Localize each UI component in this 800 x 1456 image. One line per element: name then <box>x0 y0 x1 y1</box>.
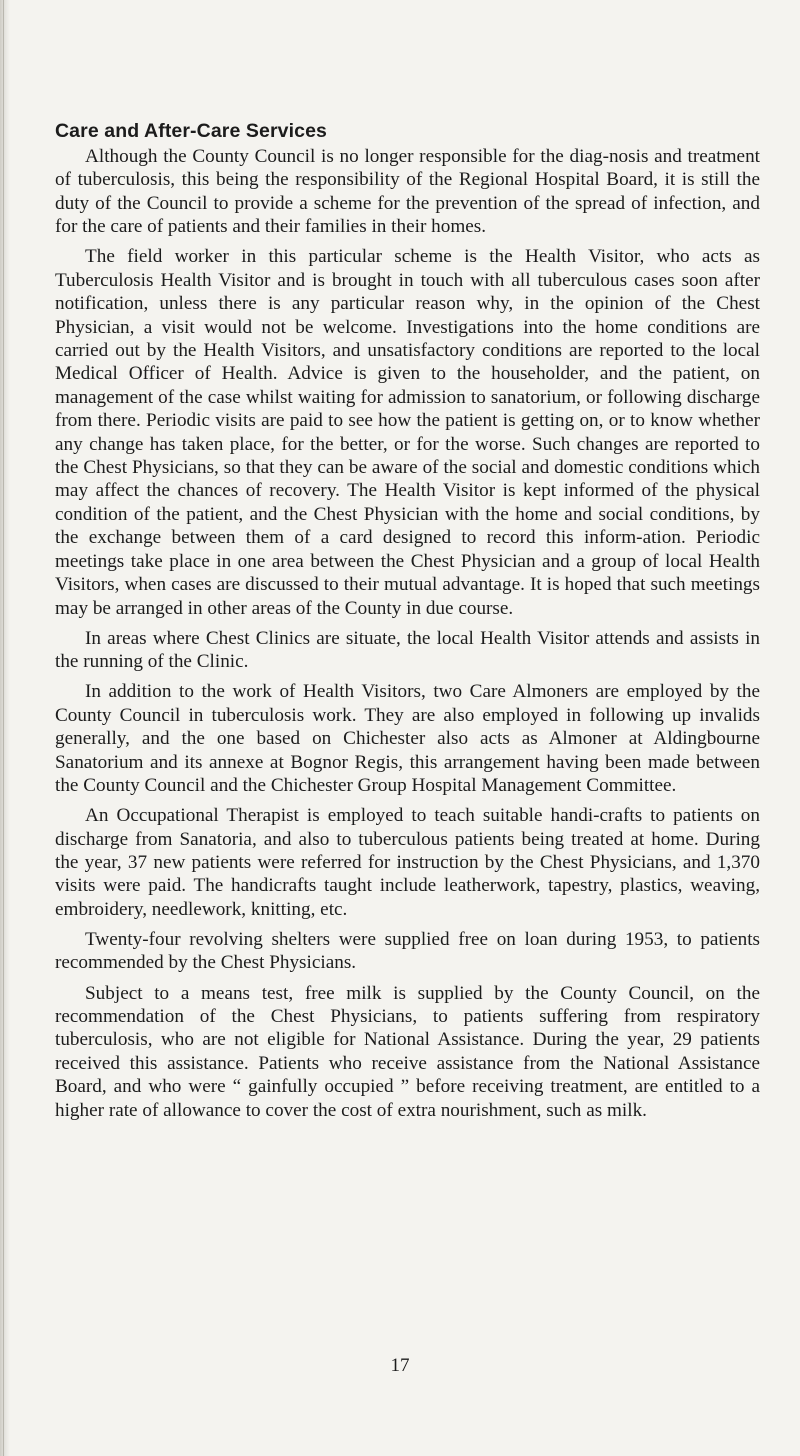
paragraph-health-visitor: The field worker in this particular scheme is the Health Visitor, who acts as Tuberculosis Health Visitor and is brought in touch with all tuberculous cases soon after notification, unless there is any particular reason why, in the opinion of the Chest Physician, a visit would not be welcome. Investigations into the home conditions are carried out by the Health Visitors, and unsatisfactory conditions are reported to the local Medical Officer of Health. Advice is given to the householder, and the patient, on management of the case whilst waiting for admission to sanatorium, or following discharge from there. Periodic visits are paid to see how the patient is getting on, or to know whether any change has taken place, for the better, or for the worse. Such changes are reported to the Chest Physicians, so that they can be aware of the social and domestic conditions which may affect the chances of recovery. The Health Visitor is kept informed of the physical condition of the patient, and the Chest Physician with the home and social conditions, by the exchange between them of a card designed to record this inform-ation. Periodic meetings take place in one area between the Chest Physician and a group of local Health Visitors, when cases are discussed to their mutual advantage. It is hoped that such meetings may be arranged in other areas of the County in due course. <box>55 246 760 619</box>
paragraph-revolving-shelters: Twenty-four revolving shelters were supplied free on loan during 1953, to patients recommended by the Chest Physicians. <box>55 928 760 974</box>
paragraph-diagnosis-responsibility: Although the County Council is no longer responsible for the diag-nosis and treatment of tuberculosis, this being the responsibility of the Regional Hospital Board, it is still the duty of the Council to provide a scheme for the prevention of the spread of infection, and for the care of patients and their families in their homes. <box>55 146 760 238</box>
section-heading: Care and After-Care Services <box>55 120 327 142</box>
paragraph-occupational-therapist: An Occupational Therapist is employed to teach suitable handi-crafts to patients on discharge from Sanatoria, and also to tuberculous patients being treated at home. During the year, 37 new patients were referred for instruction by the Chest Physicians, and 1,370 visits were paid. The handicrafts taught include leatherwork, tapestry, plastics, weaving, embroidery, needlework, knitting, etc. <box>55 805 760 920</box>
paragraph-care-almoners: In addition to the work of Health Visitors, two Care Almoners are employed by the County Council in tuberculosis work. They are also employed in following up invalids generally, and the one based on Chichester also acts as Almoner at Aldingbourne Sanatorium and its annexe at Bognor Regis, this arrangement having been made between the County Council and the Chichester Group Hospital Management Committee. <box>55 681 760 796</box>
paragraph-chest-clinics: In areas where Chest Clinics are situate, the local Health Visitor attends and assists in the running of the Clinic. <box>55 627 760 673</box>
paragraph-free-milk: Subject to a means test, free milk is supplied by the County Council, on the recommendation of the Chest Physicians, to patients suffering from respiratory tuberculosis, who are not eligible for National Assistance. During the year, 29 patients received this assistance. Patients who receive assistance from the National Assistance Board, and who were “ gainfully occupied ” before receiving treatment, are entitled to a higher rate of allowance to cover the cost of extra nourishment, such as milk. <box>55 982 760 1121</box>
page-binding-edge <box>0 0 10 1456</box>
document-body <box>55 118 760 1129</box>
page-number: 17 <box>390 1355 410 1376</box>
